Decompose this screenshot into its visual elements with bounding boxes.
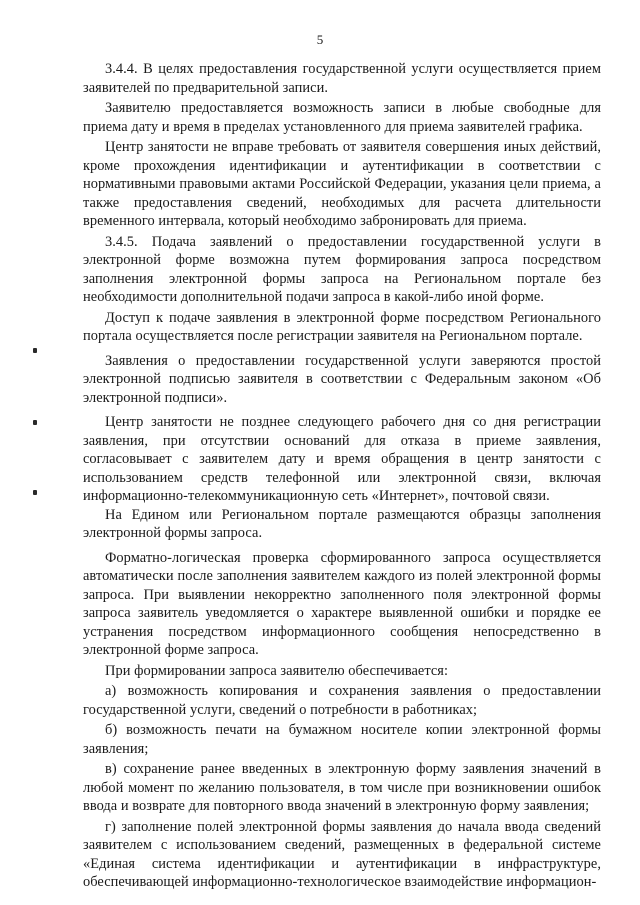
paragraph-request-provisions: При формировании запроса заявителю обеспечивается:	[105, 662, 449, 679]
paragraph-3-4-4: 3.4.4. В целях предоставления государственной услуги осуществляется прием заявителей по предварительной записи.	[83, 61, 601, 96]
paragraph-employment-center-restrictions: Центр занятости не вправе требовать от заявителя совершения иных действий, кроме прохождения идентификации и аутентификации в соответствии с нормативными правовыми актами Российской Федерации, указания цели приема, а также предоставления сведений, необходимых для расчета длительности временного интервала, который необходимо забронировать для приема.	[83, 139, 601, 229]
paragraph-date-agreement: Центр занятости не позднее следующего рабочего дня со дня регистрации заявления, при отсутствии оснований для отказа в приеме заявления, согласовывает с заявителем дату и время обращения в центр занятости с использованием средств телефонной или электронной связи, включая информационно-телекоммуникационную сеть «Интернет», почтовой связи.	[83, 414, 601, 504]
list-item-a: а) возможность копирования и сохранения заявления о предоставлении государственной услуги, сведений о потребности в работниках;	[83, 683, 601, 718]
document-body	[83, 60, 601, 894]
paragraph-3-4-5: 3.4.5. Подача заявлений о предоставлении государственной услуги в электронной форме возможна путем формирования запроса посредством заполнения электронной формы запроса на Региональном портале без необходимости дополнительной подачи запроса в какой-либо иной форме.	[83, 233, 601, 305]
list-item-g: г) заполнение полей электронной формы заявления до начала ввода сведений заявителем с использованием сведений, размещенных в федеральной системе «Единая система идентификации и аутентификации в инфраструктуре, обеспечивающей информационно-технологическое взаимодействие информацион-	[83, 818, 601, 890]
page-number: 5	[316, 32, 324, 47]
margin-mark	[33, 490, 37, 495]
margin-mark	[33, 420, 37, 425]
paragraph-format-check: Форматно-логическая проверка сформированного запроса осуществляется автоматически после заполнения заявителем каждого из полей электронной формы запроса. При выявлении некорректно заполненного поля электронной формы запроса заявитель уведомляется о характере выявленной ошибки и порядке ее устранения посредством информационного сообщения непосредственно в электронной форме запроса.	[83, 549, 601, 658]
list-item-b: б) возможность печати на бумажном носителе копии электронной формы заявления;	[83, 722, 601, 757]
paragraph-electronic-signature: Заявления о предоставлении государственной услуги заверяются простой электронной подписью заявителя в соответствии с Федеральным законом «Об электронной подписи».	[83, 352, 601, 406]
margin-mark	[33, 348, 37, 353]
paragraph-portal-access: Доступ к подаче заявления в электронной форме посредством Регионального портала осуществляется после регистрации заявителя на Региональном портале.	[83, 309, 601, 344]
paragraph-form-samples: На Едином или Региональном портале размещаются образцы заполнения электронной формы запроса.	[83, 506, 601, 541]
paragraph-appointment-possibility: Заявителю предоставляется возможность записи в любые свободные для приема дату и время в пределах установленного для приема заявителей графика.	[83, 100, 601, 135]
list-item-v: в) сохранение ранее введенных в электронную форму заявления значений в любой момент по желанию пользователя, в том числе при возникновении ошибок ввода и возврате для повторного ввода значений в электронную форму заявления;	[83, 761, 601, 814]
